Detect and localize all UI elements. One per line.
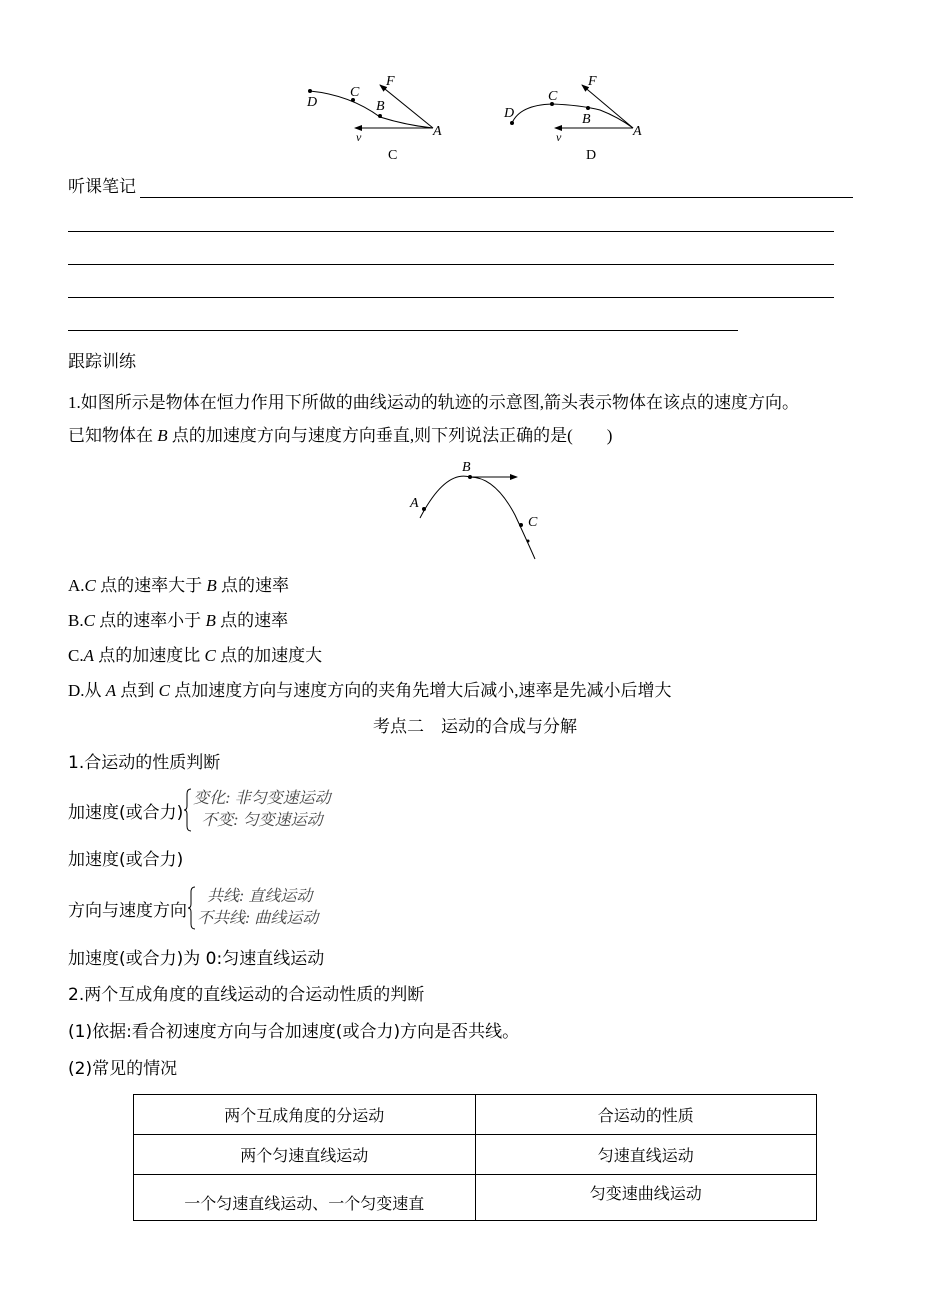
brace-option: 不变: 匀变速运动 <box>201 812 323 829</box>
option-b[interactable]: B.C 点的速率小于 B 点的速率 <box>68 611 289 630</box>
option-d[interactable]: D.从 A 点到 C 点加速度方向与速度方向的夹角先增大后减小,速率是先减小后增大 <box>68 681 672 700</box>
notes-line <box>140 197 853 198</box>
brace-icon <box>187 886 197 930</box>
brace-option: 不共线: 曲线运动 <box>197 910 319 927</box>
zero-accel-line: 加速度(或合力)为 0:匀速直线运动 <box>68 949 325 969</box>
training-title: 跟踪训练 <box>68 352 136 372</box>
question-text-2: 已知物体在 B 点的加速度方向与速度方向垂直,则下列说法正确的是( ) <box>68 426 613 445</box>
point-a-label: A <box>433 124 442 139</box>
point-b-label: B <box>462 460 471 475</box>
point-a-label: A <box>410 496 419 511</box>
accel-line: 加速度(或合力) <box>68 850 184 870</box>
subheading-2: 2.两个互成角度的直线运动的合运动性质的判断 <box>68 985 425 1005</box>
figure-label: C <box>388 148 398 163</box>
brace-icon <box>183 788 193 832</box>
table-row <box>134 1175 817 1221</box>
figure-label: D <box>586 148 597 163</box>
force-label: F <box>386 74 395 89</box>
option-a[interactable]: A.C 点的速率大于 B 点的速率 <box>68 576 290 595</box>
brace-label: 加速度(或合力) <box>68 802 184 823</box>
table-cell: 匀速直线运动 <box>475 1135 817 1175</box>
section-heading: 考点二 运动的合成与分解 <box>373 717 577 737</box>
velocity-label: v <box>356 130 362 144</box>
point-d-label: D <box>307 95 318 110</box>
notes-line <box>68 264 834 265</box>
cases-table <box>133 1094 817 1221</box>
notes-line <box>68 330 738 331</box>
brace-group-1 <box>68 788 331 832</box>
force-label: F <box>588 74 597 89</box>
notes-line <box>68 231 834 232</box>
table-cell: 匀变速曲线运动 <box>475 1175 817 1221</box>
point-d-label: D <box>504 106 515 121</box>
table-cell: 两个匀速直线运动 <box>134 1135 476 1175</box>
option-c[interactable]: C.A 点的加速度比 C 点的加速度大 <box>68 646 323 665</box>
point-c-label: C <box>528 515 538 530</box>
table-row <box>134 1135 817 1175</box>
question-text: 1.如图所示是物体在恒力作用下所做的曲线运动的轨迹的示意图,箭头表示物体在该点的速度方向。 <box>68 393 799 412</box>
basis-text: (1)依据:看合初速度方向与合加速度(或合力)方向是否共线。 <box>68 1022 520 1042</box>
point-a-label: A <box>633 124 642 139</box>
brace-option: 变化: 非匀变速运动 <box>193 790 331 807</box>
subheading-1: 1.合运动的性质判断 <box>68 753 221 773</box>
notes-line <box>68 297 834 298</box>
notes-title: 听课笔记 <box>68 177 136 197</box>
table-header: 两个互成角度的分运动 <box>134 1095 476 1135</box>
brace-option: 共线: 直线运动 <box>207 888 313 905</box>
figure-d <box>490 65 660 165</box>
velocity-label: v <box>556 130 562 144</box>
point-b-label: B <box>376 99 385 114</box>
point-c-label: C <box>548 89 558 104</box>
brace-group-2 <box>68 886 318 930</box>
common-cases: (2)常见的情况 <box>68 1059 178 1079</box>
brace-label: 方向与速度方向 <box>68 900 187 921</box>
trajectory-figure <box>400 455 550 565</box>
figure-c <box>290 65 460 165</box>
table-header-row <box>134 1095 817 1135</box>
table-header: 合运动的性质 <box>475 1095 817 1135</box>
point-c-label: C <box>350 85 360 100</box>
point-b-label: B <box>582 112 591 127</box>
table-cell: 一个匀速直线运动、一个匀变速直 <box>134 1175 476 1221</box>
